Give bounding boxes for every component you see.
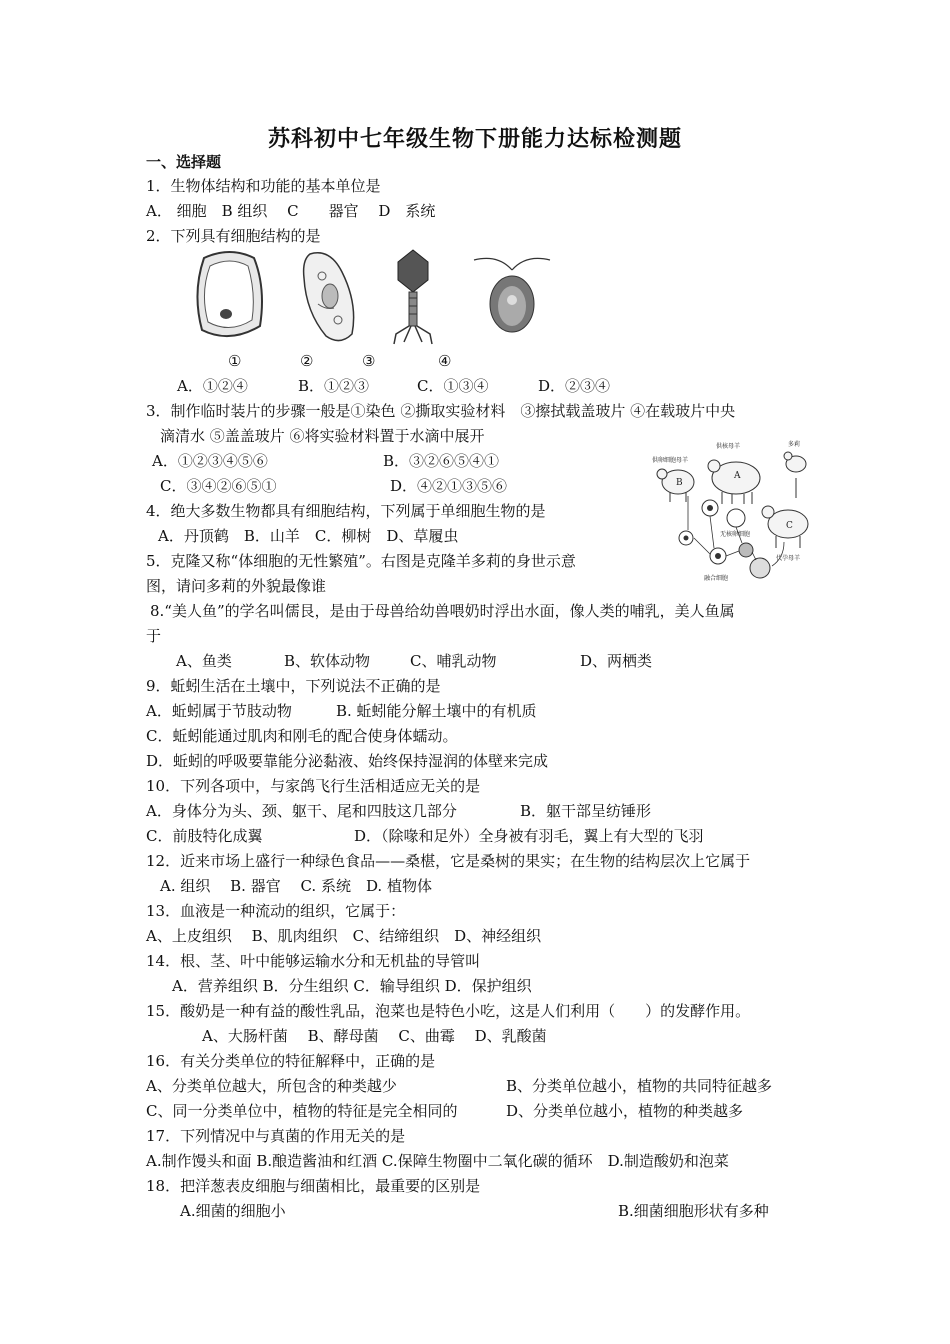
q2-option-c: C．①③④ xyxy=(417,377,489,395)
section-heading: 一、选择题 xyxy=(146,153,222,171)
virus-figure xyxy=(388,248,438,348)
q1-stem: 1．生物体结构和功能的基本单位是 xyxy=(146,177,381,195)
q12-options: A. 组织 B. 器官 C. 系统 D. 植物体 xyxy=(160,877,432,895)
label-fused-cell: 融合细胞 xyxy=(704,575,729,582)
label-c: C xyxy=(786,521,793,531)
q15-options: A、大肠杆菌 B、酵母菌 C、曲霉 D、乳酸菌 xyxy=(202,1027,547,1045)
q2-label-1: ① xyxy=(228,352,242,370)
q4-stem: 4．绝大多数生物都具有细胞结构，下列属于单细胞生物的是 xyxy=(146,502,546,520)
q8-stem: 8.“美人鱼”的学名叫儒艮，是由于母兽给幼兽喂奶时浮出水面，像人类的哺乳，美人鱼属 xyxy=(150,602,735,620)
q8-option-b: B、软体动物 xyxy=(284,652,371,670)
q16-option-c: C、同一分类单位中，植物的特征是完全相同的 xyxy=(146,1102,458,1120)
paramecium-figure xyxy=(296,248,366,348)
q18-option-a: A.细菌的细胞小 xyxy=(180,1202,286,1220)
q14-options: A．营养组织 B．分生组织 C．输导组织 D．保护组织 xyxy=(172,977,532,995)
q2-option-b: B．①②③ xyxy=(298,377,370,395)
chlamydomonas-figure xyxy=(468,248,556,344)
q9-option-b: B. 蚯蚓能分解土壤中的有机质 xyxy=(336,702,537,720)
q3-option-a: A．①②③④⑤⑥ xyxy=(152,452,268,470)
page-title: 苏科初中七年级生物下册能力达标检测题 xyxy=(267,126,682,152)
q16-option-d: D、分类单位越小，植物的种类越多 xyxy=(506,1102,744,1120)
q10-option-b: B．躯干部呈纺锤形 xyxy=(520,802,652,820)
q5-stem-cont: 图，请问多莉的外貌最像谁 xyxy=(146,577,327,595)
q14-stem: 14．根、茎、叶中能够运输水分和无机盐的导管叫 xyxy=(146,952,481,970)
q16-option-b: B、分类单位越小，植物的共同特征越多 xyxy=(506,1077,773,1095)
q2-option-a: A．①②④ xyxy=(177,377,248,395)
q18-option-b: B.细菌细胞形状有多种 xyxy=(618,1202,769,1220)
q3-option-c: C．③④②⑥⑤① xyxy=(160,477,277,495)
q17-stem: 17．下列情况中与真菌的作用无关的是 xyxy=(146,1127,406,1145)
q8-option-c: C、哺乳动物 xyxy=(410,652,497,670)
q2-label-2: ② xyxy=(300,352,314,370)
q2-label-4: ④ xyxy=(438,352,452,370)
q3-stem-cont: 滴清水 ⑤盖盖玻片 ⑥将实验材料置于水滴中展开 xyxy=(160,427,485,445)
label-b: B xyxy=(676,478,683,488)
label-egg-donor: 供卵细胞母羊 xyxy=(652,457,689,464)
label-enucleated-egg: 无核卵细胞 xyxy=(720,531,751,538)
q10-option-d: D．（除喙和足外）全身被有羽毛，翼上有大型的飞羽 xyxy=(354,827,704,845)
q12-stem: 12．近来市场上盛行一种绿色食品——桑椹，它是桑树的果实；在生物的结构层次上它属于 xyxy=(146,852,751,870)
q9-option-d: D．蚯蚓的呼吸要靠能分泌黏液、始终保持湿润的体壁来完成 xyxy=(146,752,549,770)
q9-stem: 9．蚯蚓生活在土壤中，下列说法不正确的是 xyxy=(146,677,441,695)
q9-option-a: A．蚯蚓属于节肢动物 xyxy=(146,702,292,720)
label-dolly: 多莉 xyxy=(788,441,801,448)
plant-cell-figure xyxy=(190,248,270,346)
q3-stem: 3．制作临时装片的步骤一般是①染色 ②撕取实验材料 ③擦拭载盖玻片 ④在载玻片中央 xyxy=(146,402,736,420)
q2-stem: 2．下列具有细胞结构的是 xyxy=(146,227,321,245)
q18-stem: 18．把洋葱表皮细胞与细菌相比，最重要的区别是 xyxy=(146,1177,481,1195)
q17-options: A.制作馒头和面 B.酿造酱油和红酒 C.保障生物圈中二氧化碳的循环 D.制造酸奶和泡菜 xyxy=(146,1152,729,1170)
label-surrogate: 代孕母羊 xyxy=(776,555,801,562)
q8-option-d: D、两栖类 xyxy=(580,652,653,670)
q8-option-a: A、鱼类 xyxy=(176,652,232,670)
label-a: A xyxy=(734,471,741,481)
q13-stem: 13．血液是一种流动的组织，它属于： xyxy=(146,902,406,920)
q2-label-3: ③ xyxy=(362,352,376,370)
q9-option-c: C．蚯蚓能通过肌肉和刚毛的配合使身体蠕动。 xyxy=(146,727,458,745)
q10-option-a: A．身体分为头、颈、躯干、尾和四肢这几部分 xyxy=(146,802,457,820)
q4-options: A．丹顶鹤 B．山羊 C．柳树 D、草履虫 xyxy=(158,527,459,545)
q1-options: A． 细胞 B 组织 C 器官 D 系统 xyxy=(146,202,436,220)
clone-sheep-diagram xyxy=(648,438,814,586)
q16-stem: 16．有关分类单位的特征解释中，正确的是 xyxy=(146,1052,436,1070)
label-donor-nucleus: 供核母羊 xyxy=(716,443,741,450)
q13-options: A、上皮组织 B、肌肉组织 C、结缔组织 D、神经组织 xyxy=(146,927,542,945)
q3-option-d: D．④②①③⑤⑥ xyxy=(390,477,508,495)
q15-stem: 15．酸奶是一种有益的酸性乳品，泡菜也是特色小吃，这是人们利用（ ）的发酵作用。 xyxy=(146,1002,751,1020)
q10-stem: 10．下列各项中，与家鸽飞行生活相适应无关的是 xyxy=(146,777,481,795)
q8-stem-cont: 于 xyxy=(146,627,162,645)
q10-option-c: C．前肢特化成翼 xyxy=(146,827,263,845)
q5-stem: 5．克隆又称“体细胞的无性繁殖”。右图是克隆羊多莉的身世示意 xyxy=(146,552,576,570)
q16-option-a: A、分类单位越大，所包含的种类越少 xyxy=(146,1077,397,1095)
q3-option-b: B．③②⑥⑤④① xyxy=(383,452,500,470)
q2-option-d: D．②③④ xyxy=(538,377,611,395)
